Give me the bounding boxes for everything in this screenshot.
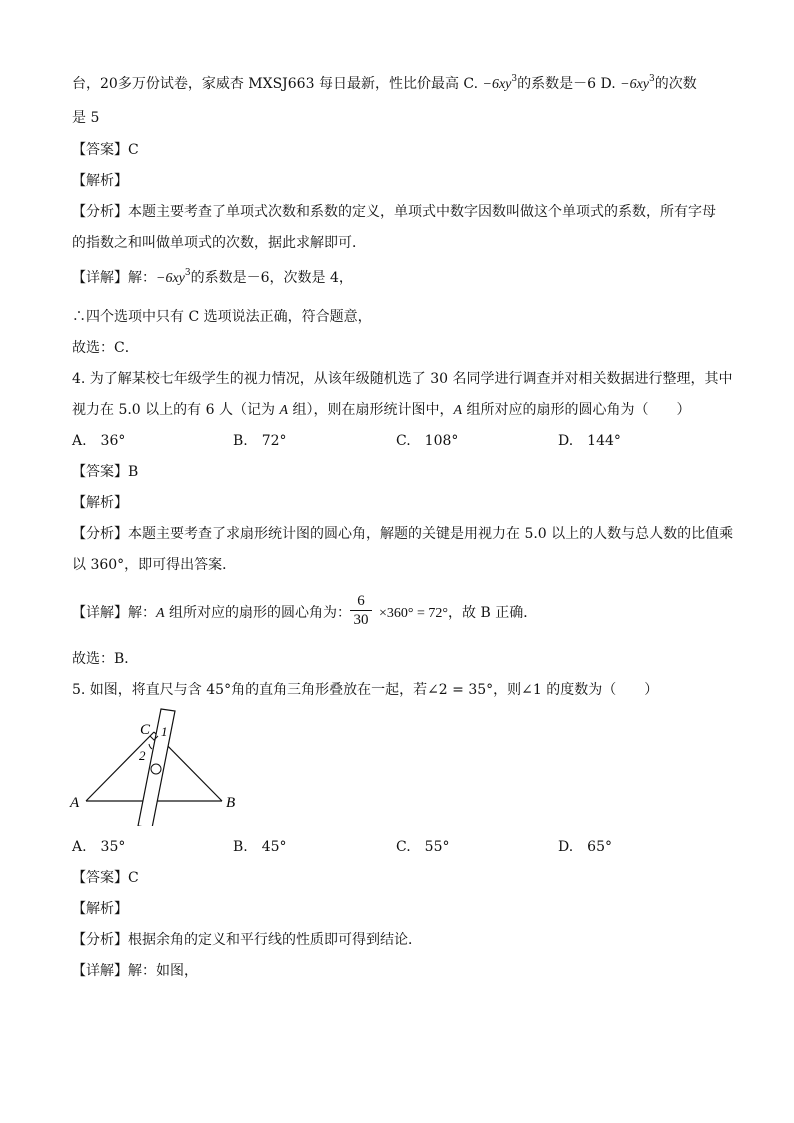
label-c: C bbox=[140, 722, 151, 738]
answer-value: C bbox=[128, 142, 139, 158]
analysis-tag: 【分析】 bbox=[72, 932, 128, 948]
analysis-text: 根据余角的定义和平行线的性质即可得到结论． bbox=[128, 932, 422, 948]
q3-d-text: 的次数 bbox=[654, 76, 697, 92]
q4-stem-text-2: 组），则在扇形统计图中， bbox=[288, 402, 454, 418]
q3-detail bbox=[72, 268, 353, 289]
q3-d-exponent: 3 bbox=[649, 74, 655, 84]
q4-option-c: C. 108° bbox=[396, 433, 459, 449]
detail-suffix: ，故 B 正确． bbox=[448, 605, 538, 621]
fraction-denominator: 30 bbox=[353, 612, 369, 628]
answer-tag: 【答案】 bbox=[72, 464, 128, 480]
q3-analysis bbox=[72, 202, 716, 222]
q4-stem-1: 4. 为了解某校七年级学生的视力情况，从该年级随机选了 30 名同学进行调查并对相关数据进行整理，其中 bbox=[72, 371, 733, 387]
q5-stem: 5. 如图，将直尺与含 45°角的直角三角形叠放在一起，若∠2 = 35°，则∠1 的度数为（ ） bbox=[72, 682, 659, 698]
q3-analysis-2: 的指数之和叫做单项式的次数，据此求解即可． bbox=[72, 235, 366, 251]
detail-expression: −6xy bbox=[156, 271, 185, 286]
q4-stem-text: 视力在 5.0 以上的有 6 人（记为 bbox=[72, 402, 280, 418]
fraction bbox=[350, 592, 372, 629]
answer-value: C bbox=[128, 870, 139, 886]
analysis-tag: 【分析】 bbox=[72, 204, 128, 220]
q4-stem-text-3: 组所对应的扇形的圆心角为（ ） bbox=[462, 402, 691, 418]
analysis-tag: 【分析】 bbox=[72, 526, 128, 542]
q5-answer bbox=[72, 868, 139, 888]
triangle-side-ca bbox=[86, 732, 154, 801]
q3-text: 台，20多万份试卷，家威杏 MXSJ663 每日最新，性比价最高 C. bbox=[72, 76, 483, 92]
analysis-text: 本题主要考查了单项式次数和系数的定义，单项式中数字因数叫做这个单项式的系数，所有字母 bbox=[128, 204, 716, 220]
detail-prefix: 解： bbox=[128, 605, 156, 621]
label-a: A bbox=[70, 795, 80, 811]
q4-option-a: A. 36° bbox=[72, 433, 126, 449]
q5-option-d: D. 65° bbox=[558, 839, 612, 855]
q5-analysis bbox=[72, 930, 422, 950]
q4-stem-2 bbox=[72, 400, 690, 421]
q3-d-label: D. bbox=[600, 76, 621, 92]
detail-calculation: ×360° = 72° bbox=[379, 606, 449, 621]
detail-prefix: 解： bbox=[128, 270, 156, 286]
q3-c-exponent: 3 bbox=[511, 74, 518, 84]
angle-2-arc bbox=[149, 744, 152, 749]
detail-suffix: 的系数是－6，次数是 4， bbox=[190, 270, 353, 286]
q3-c-text: 的系数是－6 bbox=[517, 76, 597, 92]
label-1: 1 bbox=[161, 724, 168, 739]
answer-value: B bbox=[128, 464, 139, 480]
q5-option-c: C. 55° bbox=[396, 839, 450, 855]
answer-tag: 【答案】 bbox=[72, 142, 128, 158]
q5-option-b: B. 45° bbox=[233, 839, 287, 855]
detail-tag: 【详解】 bbox=[72, 605, 128, 621]
detail-var-a: A bbox=[156, 606, 165, 621]
q5-jiexi-heading: 【解析】 bbox=[72, 901, 128, 917]
fraction-numerator: 6 bbox=[357, 593, 365, 609]
detail-text: 解：如图， bbox=[128, 963, 198, 979]
analysis-text: 本题主要考查了求扇形统计图的圆心角，解题的关键是用视力在 5.0 以上的人数与总人数的比值乘 bbox=[128, 526, 734, 542]
q3-therefore: ∴四个选项中只有 C 选项说法正确，符合题意， bbox=[72, 309, 372, 325]
q4-choose: 故选：B． bbox=[72, 651, 139, 667]
q3-d-expression: −6xy bbox=[620, 77, 650, 92]
answer-tag: 【答案】 bbox=[72, 870, 128, 886]
q3-option-line-2: 是 5 bbox=[72, 110, 100, 126]
label-2: 2 bbox=[139, 748, 146, 763]
q4-analysis-2: 以 360°，即可得出答案． bbox=[72, 557, 237, 573]
q5-option-a: A. 35° bbox=[72, 839, 126, 855]
q4-jiexi-heading: 【解析】 bbox=[72, 495, 128, 511]
q4-var-a: A bbox=[279, 403, 288, 418]
q4-analysis bbox=[72, 524, 733, 544]
q4-option-d: D. 144° bbox=[558, 433, 621, 449]
detail-tag: 【详解】 bbox=[72, 270, 128, 286]
ruler-triangle-figure bbox=[66, 706, 246, 826]
detail-text: 组所对应的扇形的圆心角为： bbox=[164, 605, 352, 621]
q3-answer bbox=[72, 140, 139, 160]
q3-c-expression: −6xy bbox=[482, 77, 512, 92]
detail-tag: 【详解】 bbox=[72, 963, 128, 979]
q4-option-b: B. 72° bbox=[233, 433, 287, 449]
q4-detail bbox=[72, 603, 537, 624]
detail-exponent: 3 bbox=[184, 268, 191, 278]
q3-option-line bbox=[72, 74, 697, 95]
q3-choose: 故选：C． bbox=[72, 340, 139, 356]
q4-var-a-2: A bbox=[453, 403, 463, 418]
q5-detail bbox=[72, 961, 198, 981]
q4-answer bbox=[72, 462, 138, 482]
label-b: B bbox=[226, 795, 236, 811]
q3-jiexi-heading: 【解析】 bbox=[72, 173, 128, 189]
